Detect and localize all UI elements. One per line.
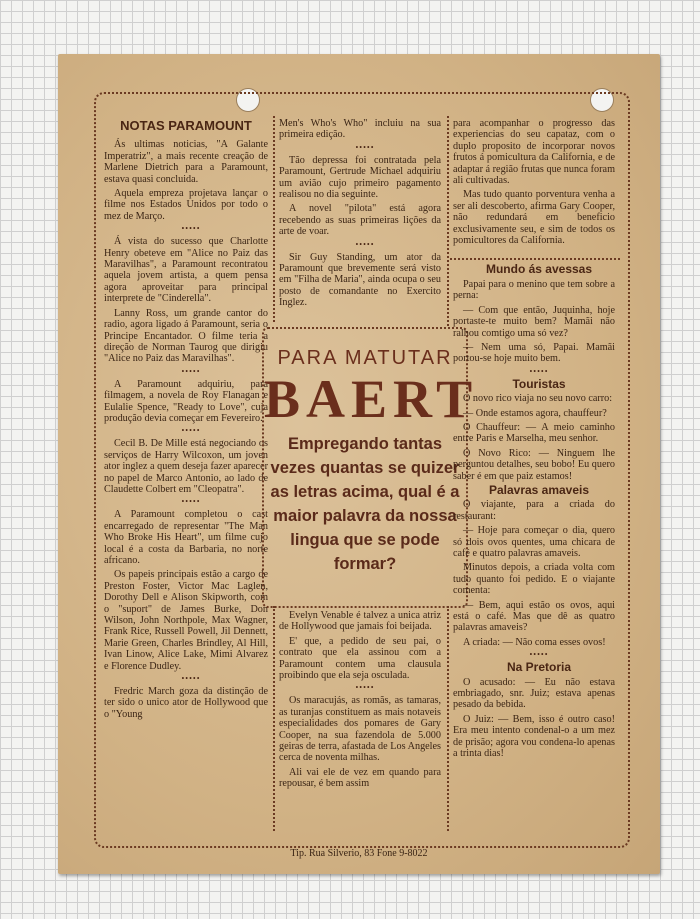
paragraph: Lanny Ross, um grande cantor do radio, agora ligado á Paramount, seria o Principe Encantador. O filme teria a direção de Norman Taurog que dirigiu "Alice no Paiz das Maravilhas". — [104, 307, 268, 365]
paragraph: Fredric March goza da distinção de ter sido o unico ator de Hollywood que o "Young — [104, 686, 268, 720]
column-divider — [447, 116, 449, 326]
paragraph: — Onde estamos agora, chauffeur? — [463, 407, 607, 419]
separator: ••••• — [529, 366, 549, 376]
paragraph: Papai para o menino que tem sobre a perna: — [453, 278, 615, 302]
paragraph: Os maracujás, as romãs, as tamaras, as turanjas constituem as mais notaveis especialidades dos pomares de Gary Cooper, na sua fazendola de 5.000 geiras de terra, afastada de Los Angeles cerca de noventa milhas. — [279, 695, 441, 764]
separator: ••••• — [181, 366, 201, 376]
paragraph: E' que, a pedido de seu pai, o contrato que ela assinou com a Paramount contem uma clausula proibindo que ela seja osculada. — [279, 635, 441, 682]
paragraph: Ás ultimas noticias, "A Galante Imperatriz", a mais recente creação de Marlene Dietrich para a Paramount, estava quasi concluida. — [104, 139, 268, 185]
puzzle-box — [262, 327, 479, 608]
paragraph: O novo rico viaja no seu novo carro: — [463, 393, 613, 405]
paragraph: Aquela empreza projetava lançar o filme nos Estados Unidos por todo o mez de Março. — [104, 188, 268, 222]
puzzle-word: BAERT — [264, 369, 479, 429]
separator: ••••• — [181, 224, 201, 234]
separator: ••••• — [181, 674, 201, 684]
paragraph: — Com que então, Juquinha, hoje portaste-te muito bem? Mamãi não ralhou comtigo uma só vez? — [453, 304, 615, 339]
section-heading: Palavras amaveis — [488, 482, 590, 497]
paragraph: Cecil B. De Mille está negociando os serviços de Harry Wilcoxon, um joven ator inglez a quem deseja fazer aparecer no papel de Marco Antonio, ao lado de Claudette Colbert em "Cleopatra". — [104, 438, 268, 495]
section-heading: NOTAS PARAMOUNT — [120, 118, 252, 133]
separator: ••••• — [355, 142, 375, 152]
column-notas-paramount — [104, 118, 268, 723]
puzzle-question: Empregando tantas vezes quantas se quizer as letras acima, qual é a maior palavra da nossa lingua que se pode formar? — [270, 435, 460, 573]
separator: ••••• — [181, 497, 201, 507]
column-divider — [447, 606, 449, 831]
paragraph: O Novo Rico: — Ninguem lhe perguntou detalhes, seu bobo! Eu quero saber é em que paiz estamos! — [453, 447, 615, 482]
paragraph: Ali vai ele de vez em quando para repousar, é bem assim — [279, 766, 441, 790]
separator: ••••• — [355, 683, 375, 693]
paragraph: A Paramount adquiriu, para filmagem, a novela de Roy Flanagan e Eulalie Spence, "Ready to Love", cuja produção devia começar em Fevereiro. — [104, 378, 268, 424]
paragraph: Men's Who's Who" incluiu na sua primeira edição. — [279, 118, 441, 141]
paragraph: Mas tudo quanto porventura venha a ser ali descoberto, afirma Gary Cooper, não redundará em beneficio exclusivamente seu, e sim de todos os pomicultores da California. — [453, 189, 615, 247]
paragraph: Minutos depois, a criada volta com tudo quanto foi pedido. E o viajante comenta: — [453, 562, 615, 597]
paragraph: O Juiz: — Bem, isso é outro caso! Era meu intento condenal-o a um mez de prisão; agora vou condena-lo apenas a trinta dias! — [453, 713, 615, 760]
separator: ••••• — [529, 650, 549, 660]
paragraph: Sir Guy Standing, um ator da Paramount que brevemente será visto em "Filha de Maria", ainda ocupa o seu posto de comandante no Exercito Inglez. — [279, 251, 441, 309]
paragraph: A Paramount completou o cast encarregado de representar "The Man Who Broke His Heart", um filme cujo local é a costa da Barbaria, no norte africano. — [104, 509, 268, 566]
column-divider — [273, 606, 275, 831]
puzzle-title: PARA MATUTAR — [277, 347, 453, 369]
paragraph: Tão depressa foi contratada pela Paramount, Gertrude Michael adquiriu um avião cujo primeiro pagamento realisou no dia seguinte. — [279, 154, 441, 201]
paragraph: Os papeis principais estão a cargo de Preston Foster, Victor Mac Laglen, Dorothy Dell e Alison Skipworth, com o "suport" de James Burke, Don Wilson, John Northpole, Max Wagner, Frank Rice, Russell Powell, Jil Dennett, Marie Green, Charles Brindley, Al Hill, Ivan Linow, Alice Lake, Mimi Alvarez e Florence Dudley. — [104, 569, 268, 672]
paragraph: — Nem uma só, Papai. Mamãi portou-se hoje muito bem. — [453, 341, 615, 365]
paragraph: Evelyn Venable é talvez a unica atriz de Hollywood que jamais foi beijada. — [279, 610, 441, 633]
column-middle-bottom — [279, 610, 441, 793]
paragraph: Á vista do sucesso que Charlotte Henry obeteve em "Alice no Paiz das Maravilhas", a Paramount recontratou aquela jovem artista, a quem pensa agora aproveitar para principal interprete de "Cinderella". — [104, 236, 268, 305]
column-divider — [273, 116, 275, 322]
paragraph: O viajante, para a criada do restaurant: — [453, 499, 615, 522]
separator: ••••• — [355, 239, 375, 249]
paragraph: A criada: — Não coma esses ovos! — [463, 636, 606, 648]
paragraph: A novel "pilota" está agora recebendo as suas primeiras lições da arte de voar. — [279, 203, 441, 238]
paragraph: O acusado: — Eu não estava embriagado, snr. Juiz; estava apenas pesado da bebida. — [453, 676, 615, 711]
printer-footer: Tip. Rua Silverio, 83 Fone 9-8022 — [290, 848, 428, 859]
section-heading: Mundo ás avessas — [485, 262, 593, 277]
separator: ••••• — [181, 426, 201, 436]
paragraph: — Bem, aqui estão os ovos, aqui está o café. Mas que dê as quatro palavras amaveis? — [453, 599, 615, 634]
section-heading: Na Pretoria — [506, 660, 572, 675]
section-heading: Touristas — [512, 376, 566, 391]
paragraph: para acompanhar o progresso das experiencias do seu capataz, com o duplo proposito de incorporar novos frutos á pomicultura da California, e de adaptar á região frutas que nunca foram ali cultivadas. — [453, 118, 615, 187]
column-right — [453, 118, 615, 763]
paragraph: — Hoje para começar o dia, quero só dois ovos quentes, uma chicara de café e quatro palavras amaveis. — [453, 525, 615, 559]
column-middle-top — [279, 118, 441, 312]
flyer-page — [58, 54, 660, 874]
paragraph: O Chauffeur: — A meio caminho entre Paris e Marselha, meu senhor. — [453, 421, 615, 445]
